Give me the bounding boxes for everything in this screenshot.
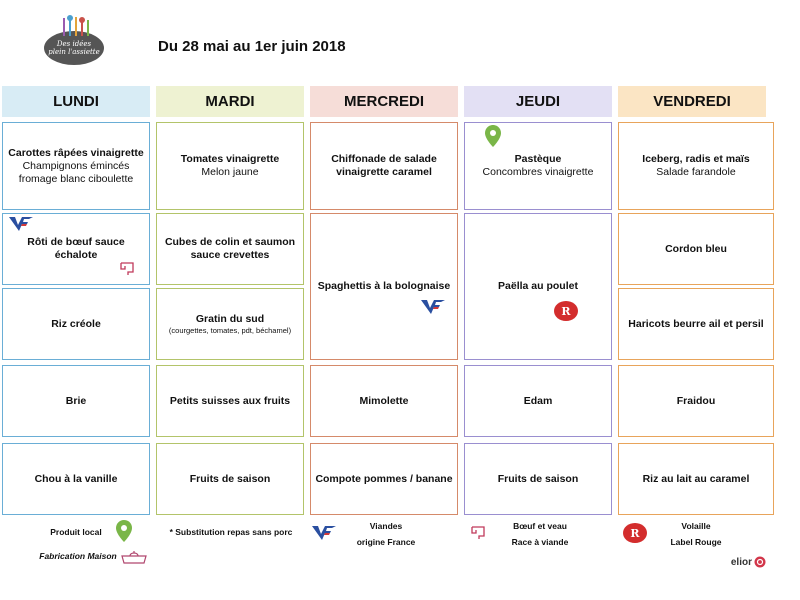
menu-item: Riz créole (51, 317, 101, 330)
viande-france-icon (312, 526, 336, 540)
viande-france-icon (421, 300, 445, 314)
produit-local-icon (116, 520, 132, 542)
menu-item: Carottes râpées vinaigrette (8, 146, 144, 159)
menu-item: Champignons émincés (22, 159, 130, 172)
legend-boeuf (498, 518, 582, 550)
menu-cell-mardi-dessert (156, 443, 304, 515)
menu-cell-mercredi-fromage (310, 365, 458, 437)
menu-item: Cordon bleu (665, 242, 727, 255)
menu-item: Paëlla au poulet (498, 280, 578, 292)
menu-item: Salade farandole (656, 166, 736, 178)
legend-substitution: * Substitution repas sans porc (169, 527, 293, 537)
logo (42, 14, 106, 66)
menu-item: Brie (65, 394, 87, 407)
menu-item: Edam (523, 394, 553, 407)
day-header-lundi: LUNDI (2, 86, 150, 117)
legend-boeuf-line1: Bœuf et veau (513, 521, 567, 531)
menu-item: Iceberg, radis et maïs (642, 153, 750, 165)
menu-cell-lundi-accompagnement (2, 288, 150, 360)
menu-cell-vendredi-entree (618, 122, 774, 210)
elior-logo-text: elior (730, 556, 752, 568)
legend-volaille-line1: Volaille (681, 521, 711, 531)
legend-fabrication-maison: Fabrication Maison (39, 551, 117, 561)
menu-item: Tomates vinaigrette (180, 153, 280, 165)
day-header-vendredi: VENDREDI (618, 86, 766, 117)
menu-item: Cubes de colin et saumon (164, 236, 296, 248)
menu-cell-vendredi-accompagnement (618, 288, 774, 360)
produit-local-icon (485, 125, 501, 147)
label-rouge-icon (622, 522, 648, 544)
menu-item: Rôti de bœuf sauce échalote (27, 236, 125, 261)
menu-cell-mercredi-dessert (310, 443, 458, 515)
menu-item: Fruits de saison (189, 472, 271, 485)
menu-cell-mercredi-plat (310, 213, 458, 360)
menu-item: Compote pommes / banane (315, 472, 453, 485)
legend-volaille (656, 518, 736, 550)
day-header-mardi: MARDI (156, 86, 304, 117)
menu-cell-jeudi-fromage (464, 365, 612, 437)
boeuf-race-icon (470, 526, 486, 540)
menu-item: Fraidou (676, 394, 716, 407)
menu-cell-jeudi-entree (464, 122, 612, 210)
menu-item: Melon jaune (201, 166, 259, 178)
elior-brand (731, 556, 766, 568)
menu-item: Pastèque (514, 153, 562, 165)
menu-cell-mardi-accompagnement (156, 288, 304, 360)
menu-item-detail: (courgettes, tomates, pdt, béchamel) (168, 325, 292, 335)
boeuf-race-icon (119, 262, 135, 276)
menu-cell-mardi-fromage (156, 365, 304, 437)
menu-cell-mercredi-entree (310, 122, 458, 210)
svg-text:R: R (630, 527, 640, 540)
menu-item: Gratin du sud (195, 312, 265, 325)
menu-cell-mardi-entree (156, 122, 304, 210)
viande-france-icon (9, 217, 33, 231)
menu-cell-lundi-dessert (2, 443, 150, 515)
menu-item: Spaghettis à la bolognaise (317, 280, 451, 292)
legend-produit-local: Produit local (50, 527, 102, 537)
menu-item: Riz au lait au caramel (642, 472, 750, 485)
page-title: Du 28 mai au 1er juin 2018 (158, 38, 346, 55)
menu-item: Concombres vinaigrette (482, 166, 594, 178)
menu-item: Chou à la vanille (34, 472, 118, 485)
label-rouge-icon (553, 300, 579, 322)
menu-item: sauce crevettes (190, 249, 270, 261)
menu-item: Fruits de saison (497, 472, 579, 485)
menu-item: Petits suisses aux fruits (169, 394, 291, 407)
elior-logo-icon (754, 556, 766, 568)
menu-cell-vendredi-fromage (618, 365, 774, 437)
menu-item: fromage blanc ciboulette (18, 172, 134, 185)
legend-boeuf-line2: Race à viande (511, 537, 569, 547)
logo-text: Des idées plein l'assiette (48, 40, 100, 56)
legend-viandes (346, 518, 426, 550)
svg-text:R: R (561, 305, 571, 318)
day-header-mercredi: MERCREDI (310, 86, 458, 117)
menu-cell-jeudi-dessert (464, 443, 612, 515)
menu-cell-lundi-fromage (2, 365, 150, 437)
menu-item: vinaigrette caramel (336, 166, 432, 178)
menu-cell-mardi-plat (156, 213, 304, 285)
legend-viandes-line2: origine France (356, 537, 416, 547)
legend-viandes-line1: Viandes (369, 521, 403, 531)
menu-item: Mimolette (359, 394, 409, 407)
menu-cell-jeudi-plat (464, 213, 612, 360)
day-header-jeudi: JEUDI (464, 86, 612, 117)
menu-cell-lundi-entree (2, 122, 150, 210)
menu-item: Haricots beurre ail et persil (628, 317, 764, 330)
fabrication-maison-icon (120, 549, 148, 565)
menu-cell-vendredi-plat (618, 213, 774, 285)
legend-volaille-line2: Label Rouge (670, 537, 722, 547)
menu-cell-lundi-plat (2, 213, 150, 285)
menu-cell-vendredi-dessert (618, 443, 774, 515)
menu-item: Chiffonade de salade (331, 153, 437, 165)
